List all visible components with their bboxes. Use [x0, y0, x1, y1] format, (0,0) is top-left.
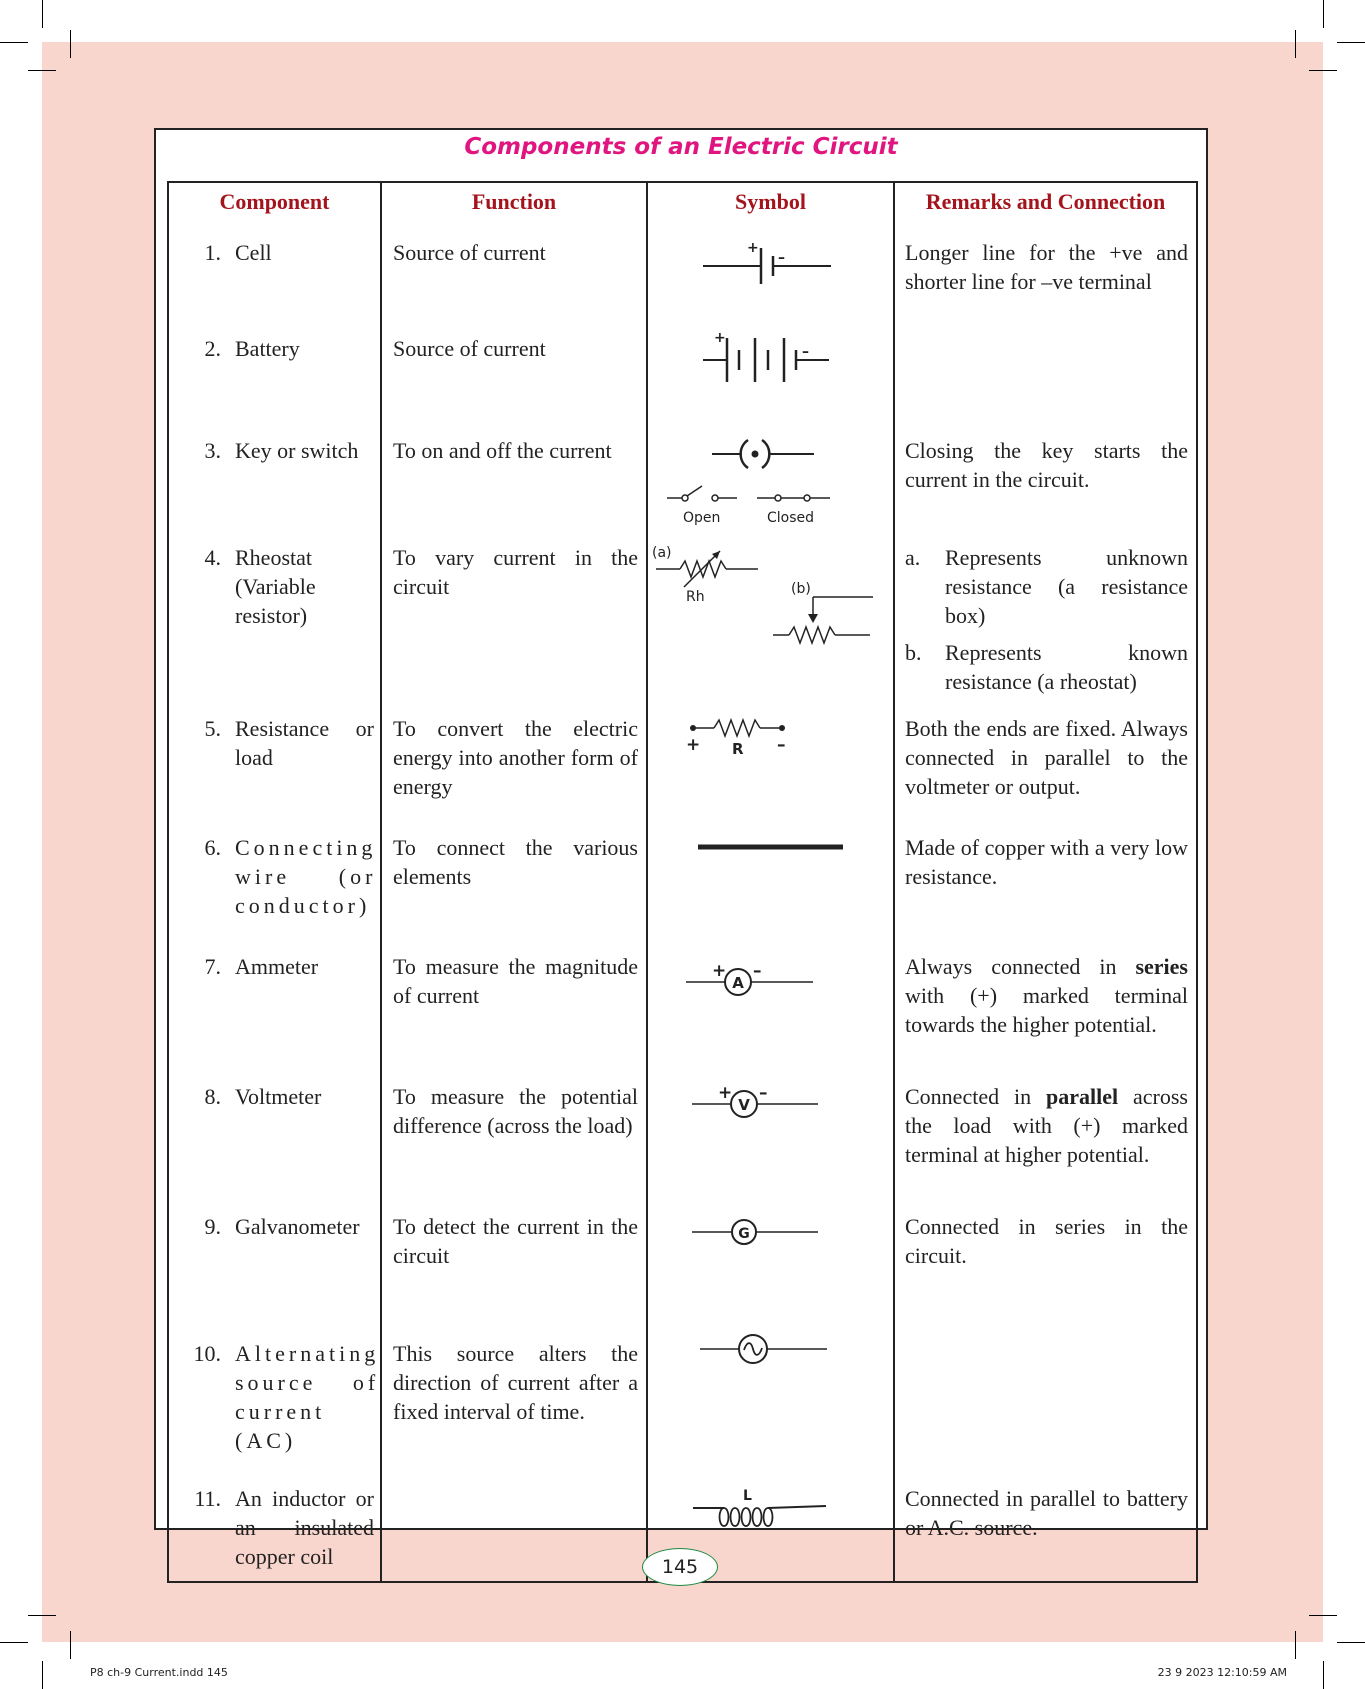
closed-label: Closed — [767, 510, 815, 526]
page-number: 145 — [642, 1548, 718, 1586]
row-number: 1. — [204, 240, 221, 265]
component-name: Galvanometer — [235, 1214, 360, 1239]
header-function: Function — [381, 182, 647, 228]
label-a: (a) — [652, 545, 672, 561]
crop-mark — [1323, 0, 1324, 28]
row-number: 5. — [204, 716, 221, 741]
function-text: To vary current in the circuit — [381, 533, 647, 704]
row-number: 2. — [204, 336, 221, 361]
rheostat-symbol-icon — [648, 533, 891, 690]
remarks-text: Represents unknown resistance (a resistance box) — [945, 545, 1188, 628]
remarks-text: Both the ends are fixed. Always connected in parallel to the voltmeter or output. — [894, 704, 1197, 823]
remark-letter: a. — [905, 545, 921, 570]
crop-mark — [1309, 1615, 1337, 1616]
row-number: 11. — [194, 1486, 221, 1511]
crop-mark — [70, 1631, 71, 1659]
row-number: 3. — [204, 438, 221, 463]
function-text: To on and off the current — [381, 426, 647, 533]
remark-letter: b. — [905, 640, 922, 665]
crop-mark — [0, 1642, 28, 1643]
remarks-text: Connected in parallel to battery or A.C. source. — [894, 1474, 1197, 1582]
table-row — [168, 426, 1197, 533]
svg-text:+: + — [718, 1083, 733, 1103]
svg-text:–: – — [753, 961, 762, 981]
table-row — [168, 1072, 1197, 1202]
crop-mark — [70, 30, 71, 58]
slug-left: P8 ch-9 Current.indd 145 — [90, 1666, 228, 1679]
function-text: To connect the various elements — [381, 823, 647, 942]
crop-mark — [1309, 70, 1337, 71]
row-number: 10. — [193, 1341, 221, 1366]
row-number: 4. — [204, 545, 221, 570]
function-text: Source of current — [381, 324, 647, 426]
resistor-symbol-icon — [648, 704, 891, 816]
header-symbol: Symbol — [647, 182, 894, 228]
g-label: G — [738, 1226, 750, 1242]
component-name: Cell — [235, 240, 272, 265]
svg-text:+: + — [712, 961, 727, 981]
svg-text:–: – — [759, 1083, 768, 1103]
component-name: Alternating source of current (AC) — [235, 1341, 380, 1453]
label-b: (b) — [791, 581, 811, 597]
function-text: To convert the electric energy into another form of energy — [381, 704, 647, 823]
l-label: L — [743, 1488, 752, 1504]
crop-mark — [0, 42, 28, 43]
a-label: A — [732, 974, 744, 992]
voltmeter-symbol-icon — [648, 1072, 891, 1195]
remarks-text: Connected in parallel across the load with (+) marked terminal at higher potential. — [894, 1072, 1197, 1202]
remarks-text: Connected in series in the circuit. — [894, 1202, 1197, 1329]
table-row — [168, 324, 1197, 426]
galvanometer-symbol-icon — [648, 1202, 891, 1322]
header-remarks: Remarks and Connection — [894, 182, 1197, 228]
svg-text:+: + — [747, 240, 759, 256]
table-row — [168, 823, 1197, 942]
component-name: Resistance or load — [235, 716, 374, 770]
wire-symbol-icon — [648, 823, 891, 935]
components-table — [167, 181, 1198, 1583]
function-text: Source of current — [381, 228, 647, 324]
crop-mark — [1323, 1661, 1324, 1689]
open-label: Open — [683, 510, 721, 526]
component-name: An inductor or an insulated copper coil — [235, 1486, 374, 1569]
crop-mark — [42, 0, 43, 28]
table-row — [168, 228, 1197, 324]
cell-symbol-icon — [648, 228, 891, 317]
table-row — [168, 942, 1197, 1072]
row-number: 8. — [204, 1084, 221, 1109]
remarks-text — [894, 324, 1197, 426]
function-text: This source alters the direction of current after a fixed interval of time. — [381, 1329, 647, 1474]
v-label: V — [738, 1096, 750, 1114]
crop-mark — [1295, 1631, 1296, 1659]
table-row — [168, 704, 1197, 823]
function-text — [381, 1474, 647, 1582]
r-label: R — [732, 740, 744, 758]
svg-text:+: + — [714, 330, 726, 346]
crop-mark — [28, 70, 56, 71]
header-component: Component — [168, 182, 381, 228]
minus-label: – — [777, 735, 786, 755]
row-number: 6. — [204, 835, 221, 860]
remarks-text: Longer line for the +ve and shorter line for –ve terminal — [894, 228, 1197, 324]
crop-mark — [28, 1615, 56, 1616]
slug-right: 23 9 2023 12:10:59 AM — [1157, 1666, 1287, 1679]
table-row — [168, 1202, 1197, 1329]
crop-mark — [1337, 42, 1365, 43]
function-text: To detect the current in the circuit — [381, 1202, 647, 1329]
function-text: To measure the magnitude of current — [381, 942, 647, 1072]
ammeter-symbol-icon — [648, 942, 891, 1065]
remarks-text: Always connected in series with (+) marked terminal towards the higher potential. — [894, 942, 1197, 1072]
row-number: 7. — [204, 954, 221, 979]
remarks-text: Represents known resistance (a rheostat) — [945, 640, 1188, 694]
component-name: Rheostat (Variable resistor) — [235, 545, 316, 628]
battery-symbol-icon — [648, 324, 891, 419]
key-symbol-icon — [648, 426, 891, 526]
ac-source-symbol-icon — [648, 1329, 891, 1467]
svg-text:–: – — [802, 344, 809, 360]
remarks-text — [894, 1329, 1197, 1474]
component-name: Battery — [235, 336, 300, 361]
page-title: Components of an Electric Circuit — [464, 134, 898, 160]
component-name: Voltmeter — [235, 1084, 322, 1109]
label-rh: Rh — [686, 589, 705, 605]
table-row — [168, 1329, 1197, 1474]
component-name: Key or switch — [235, 438, 359, 463]
crop-mark — [1295, 30, 1296, 58]
row-number: 9. — [204, 1214, 221, 1239]
crop-mark — [42, 1661, 43, 1689]
plus-label: + — [686, 735, 701, 755]
remarks-text: Made of copper with a very low resistance. — [894, 823, 1197, 942]
svg-text:–: – — [778, 250, 785, 266]
component-name: Ammeter — [235, 954, 319, 979]
remarks-text: Closing the key starts the current in the circuit. — [894, 426, 1197, 533]
table-header-row — [168, 182, 1197, 228]
crop-mark — [1337, 1642, 1365, 1643]
table-row — [168, 533, 1197, 704]
function-text: To measure the potential difference (across the load) — [381, 1072, 647, 1202]
component-name: Connecting wire (or conductor) — [235, 835, 377, 918]
